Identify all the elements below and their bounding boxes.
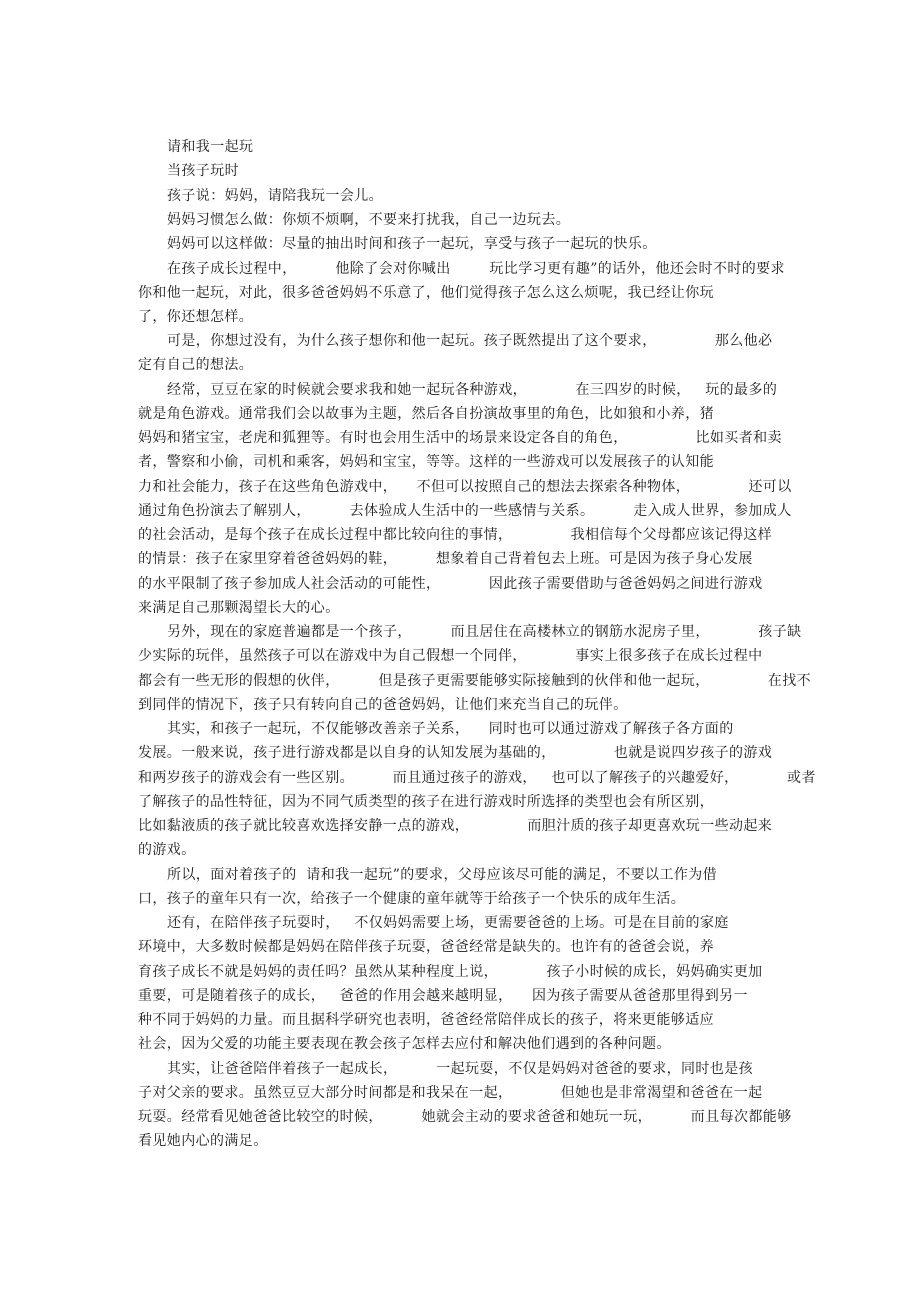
text-line: 子对父亲的要求。虽然豆豆大部分时间都是和我呆在一起， 但她也是非常渴望和爸爸在一起	[138, 1085, 763, 1101]
text-line: 种不同于妈妈的力量。而且据科学研究也表明，爸爸经常陪伴成长的孩子，将来更能够适应	[138, 1012, 714, 1028]
text-line: 的游戏。	[138, 842, 196, 858]
text-line: 另外，现在的家庭普遍都是一个孩子， 而且居住在高楼林立的钢筋水泥房子里， 孩子缺	[167, 624, 802, 640]
text-line: 所以，面对着孩子的 请和我一起玩”的要求，父母应该尽可能的满足，不要以工作为借	[167, 867, 718, 883]
text-line: 者，警察和小偷，司机和乘客，妈妈和宝宝，等等。这样的一些游戏可以发展孩子的认知能	[138, 454, 714, 470]
text-line: 了，你还想怎样。	[138, 309, 254, 325]
text-line: 的社会活动，是每个孩子在成长过程中都比较向往的事情， 我相信每个父母都应该记得这样	[138, 527, 773, 543]
text-line: 的水平限制了孩子参加成人社会活动的可能性， 因此孩子需要借助与爸爸妈妈之间进行游戏	[138, 576, 763, 592]
text-line: 其实，让爸爸陪伴着孩子一起成长， 一起玩耍，不仅是妈妈对爸爸的要求，同时也是孩	[167, 1061, 753, 1077]
document-subtitle: 当孩子玩时	[167, 163, 239, 179]
text-line: 育孩子成长不就是妈妈的责任吗？虽然从某种程度上说， 孩子小时候的成长，妈妈确实更加	[138, 964, 763, 980]
text-line: 都会有一些无形的假想的伙伴， 但是孩子更需要能够实际接触到的伙伴和他一起玩， 在找不	[138, 673, 812, 689]
text-line: 的情景：孩子在家里穿着爸爸妈妈的鞋， 想象着自己背着包去上班。可是因为孩子身心发展	[138, 551, 753, 567]
text-line: 玩耍。经常看见她爸爸比较空的时候， 她就会主动的要求爸爸和她玩一玩， 而且每次都能够	[138, 1109, 792, 1125]
text-line: 比如黏液质的孩子就比较喜欢选择安静一点的游戏， 而胆汁质的孩子却更喜欢玩一些动起来	[138, 818, 773, 834]
text-line: 还有，在陪伴孩子玩耍时， 不仅妈妈需要上场，更需要爸爸的上场。可是在目前的家庭	[167, 915, 729, 931]
document-title: 请和我一起玩	[167, 139, 254, 155]
text-line: 在孩子成长过程中， 他除了会对你喊出 玩比学习更有趣”的话外，他还会时不时的要求	[167, 261, 785, 277]
text-line: 看见她内心的满足。	[138, 1133, 268, 1149]
text-line: 妈妈习惯怎么做：你烦不烦啊，不要来打扰我，自己一边玩去。	[167, 212, 571, 228]
text-line: 重要，可是随着孩子的成长， 爸爸的作用会越来越明显， 因为孩子需要从爸爸那里得到另一	[138, 988, 748, 1004]
text-line: 口，孩子的童年只有一次，给孩子一个健康的童年就等于给孩子一个快乐的成年生活。	[138, 891, 686, 907]
text-line: 到同伴的情况下，孩子只有转向自己的爸爸妈妈，让他们来充当自己的玩伴。	[138, 697, 628, 713]
text-line: 来满足自己那颗渴望长大的心。	[138, 600, 340, 616]
text-line: 定有自己的想法。	[138, 357, 254, 373]
text-line: 就是角色游戏。通常我们会以故事为主题，然后各自扮演故事里的角色，比如狼和小养，猪	[138, 406, 714, 422]
text-line: 可是，你想过没有，为什么孩子想你和他一起玩。孩子既然提出了这个要求， 那么他必	[167, 333, 773, 349]
text-line: 力和社会能力，孩子在这些角色游戏中， 不但可以按照自己的想法去探索各种物体， 还可以	[138, 479, 792, 495]
text-line: 其实，和孩子一起玩，不仅能够改善亲子关系， 同时也可以通过游戏了解孩子各方面的	[167, 721, 734, 737]
text-line: 经常，豆豆在家的时候就会要求我和她一起玩各种游戏， 在三四岁的时候， 玩的最多的	[167, 382, 778, 398]
text-line: 社会，因为父爱的功能主要表现在教会孩子怎样去应付和解决他们遇到的各种问题。	[138, 1036, 671, 1052]
text-line: 发展。一般来说，孩子进行游戏都是以自身的认知发展为基础的， 也就是说四岁孩子的游戏	[138, 745, 773, 761]
text-line: 妈妈和猪宝宝，老虎和狐狸等。有时也会用生活中的场景来设定各自的角色， 比如买者和卖	[138, 430, 782, 446]
text-line: 了解孩子的品性特征，因为不同气质类型的孩子在进行游戏时所选择的类型也会有所区别，	[138, 794, 714, 810]
text-line: 你和他一起玩，对此，很多爸爸妈妈不乐意了，他们觉得孩子怎么这么烦呢，我已经让你玩	[138, 285, 714, 301]
text-line: 孩子说：妈妈，请陪我玩一会儿。	[167, 188, 383, 204]
text-line: 少实际的玩伴，虽然孩子可以在游戏中为自己假想一个同伴， 事实上很多孩子在成长过程中	[138, 648, 763, 664]
text-line: 妈妈可以这样做：尽量的抽出时间和孩子一起玩，享受与孩子一起玩的快乐。	[167, 236, 657, 252]
text-line: 环境中，大多数时候都是妈妈在陪伴孩子玩耍，爸爸经常是缺失的。也许有的爸爸会说，养	[138, 939, 714, 955]
text-line: 和两岁孩子的游戏会有一些区别。 而且通过孩子的游戏， 也可以了解孩子的兴趣爱好， 或者	[138, 770, 816, 786]
text-line: 通过角色扮演去了解别人， 去体验成人生活中的一些感情与关系。 走入成人世界，参加成人	[138, 503, 792, 519]
